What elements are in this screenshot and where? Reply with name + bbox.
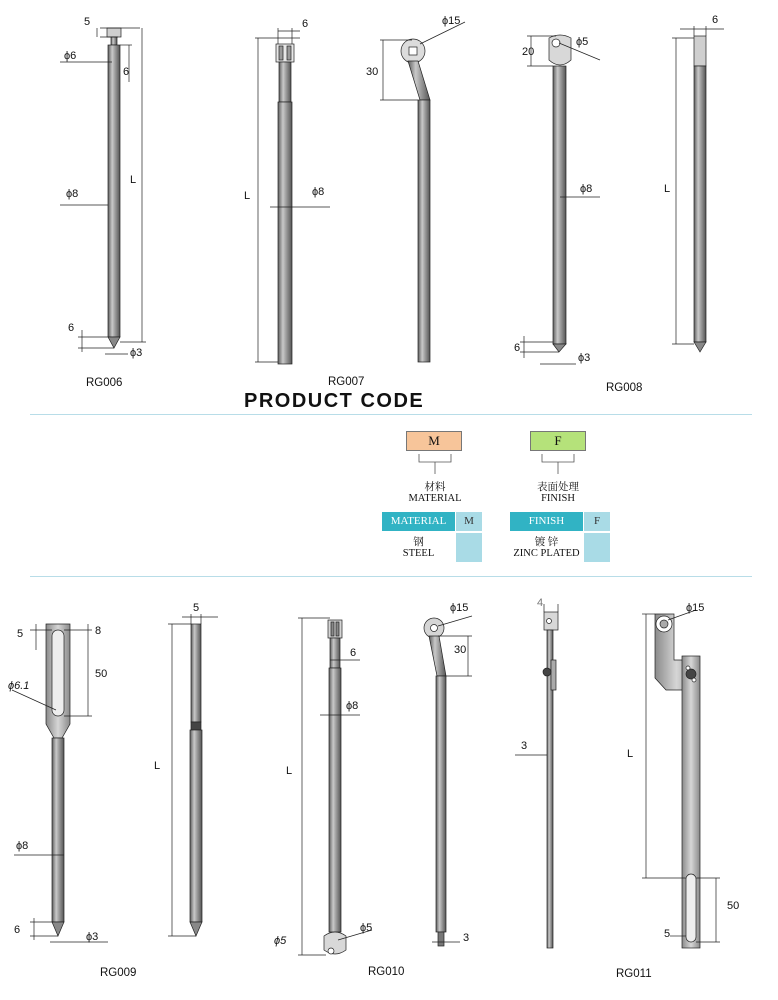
model-label-rg010: RG010	[368, 966, 405, 978]
dim-label: ϕ8	[346, 700, 359, 712]
dim-label: 5	[193, 602, 200, 614]
dim-label: L	[286, 765, 293, 777]
dim-label: ϕ5	[274, 935, 287, 947]
dim-label: 6	[350, 647, 357, 659]
finish-table-cell	[584, 533, 610, 562]
model-label-rg006: RG006	[86, 377, 123, 389]
dim-label: ϕ8	[66, 188, 79, 200]
material-code-box: M	[406, 431, 462, 451]
finish-table-header: FINISH	[510, 512, 583, 531]
dim-label: 6	[712, 14, 719, 26]
dim-label: L	[664, 183, 671, 195]
model-label-rg008: RG008	[606, 382, 643, 394]
dim-label: ϕ15	[686, 602, 705, 614]
finish-table-value	[510, 533, 583, 565]
dim-label: L	[154, 760, 161, 772]
finish-label-cn: 表面处理	[537, 482, 579, 493]
dim-label: 20	[522, 46, 535, 58]
dim-label: ϕ3	[86, 931, 99, 943]
material-table-cell	[456, 533, 482, 562]
page-title: PRODUCT CODE	[244, 390, 425, 412]
material-table-code: M	[456, 512, 482, 531]
dim-label: L	[130, 174, 137, 186]
finish-value-en: ZINC PLATED	[513, 548, 580, 559]
dim-label: ϕ5	[360, 922, 373, 934]
material-table-value	[382, 533, 455, 565]
dim-label: 3	[521, 740, 528, 752]
model-label-rg007: RG007	[328, 376, 365, 388]
dim-label: ϕ3	[578, 352, 591, 364]
dim-label: ϕ6	[64, 50, 77, 62]
dim-label: ϕ3	[130, 347, 143, 359]
dim-label: ϕ5	[576, 36, 589, 48]
dim-label: L	[244, 190, 251, 202]
dim-label: ϕ8	[580, 183, 593, 195]
dim-label: 50	[727, 900, 740, 912]
dim-label: L	[627, 748, 634, 760]
dim-label: 6	[14, 924, 21, 936]
dim-label: 5	[664, 928, 671, 940]
dim-label: 6	[68, 322, 75, 334]
material-value-cn: 钢	[413, 537, 424, 548]
finish-table-code: F	[584, 512, 610, 531]
dim-label: ϕ8	[312, 186, 325, 198]
dim-label: 6	[514, 342, 521, 354]
finish-label	[518, 482, 598, 504]
material-table-header: MATERIAL	[382, 512, 455, 531]
dim-label: 8	[95, 625, 102, 637]
model-label-rg011: RG011	[616, 968, 652, 980]
material-label-en: MATERIAL	[408, 493, 462, 504]
dim-label: ϕ8	[16, 840, 29, 852]
material-label	[400, 482, 470, 504]
dim-label: 4	[537, 597, 544, 609]
model-label-rg009: RG009	[100, 967, 137, 979]
dim-label: 50	[95, 668, 108, 680]
divider-bottom	[30, 576, 752, 577]
dim-label: 5	[84, 16, 91, 28]
dim-label: 30	[366, 66, 379, 78]
finish-label-en: FINISH	[541, 493, 575, 504]
finish-code-box: F	[530, 431, 586, 451]
dim-label: ϕ15	[442, 15, 461, 27]
dim-label: 6	[302, 18, 309, 30]
dim-label: ϕ15	[450, 602, 469, 614]
dim-label: 5	[17, 628, 24, 640]
dim-label: ϕ6.1	[8, 680, 30, 692]
dim-label: 30	[454, 644, 467, 656]
finish-value-cn: 镀 锌	[534, 537, 559, 548]
dim-label: 3	[463, 932, 470, 944]
material-value-en: STEEL	[402, 548, 435, 559]
dim-label: 6	[123, 66, 130, 78]
material-label-cn: 材料	[424, 482, 446, 493]
